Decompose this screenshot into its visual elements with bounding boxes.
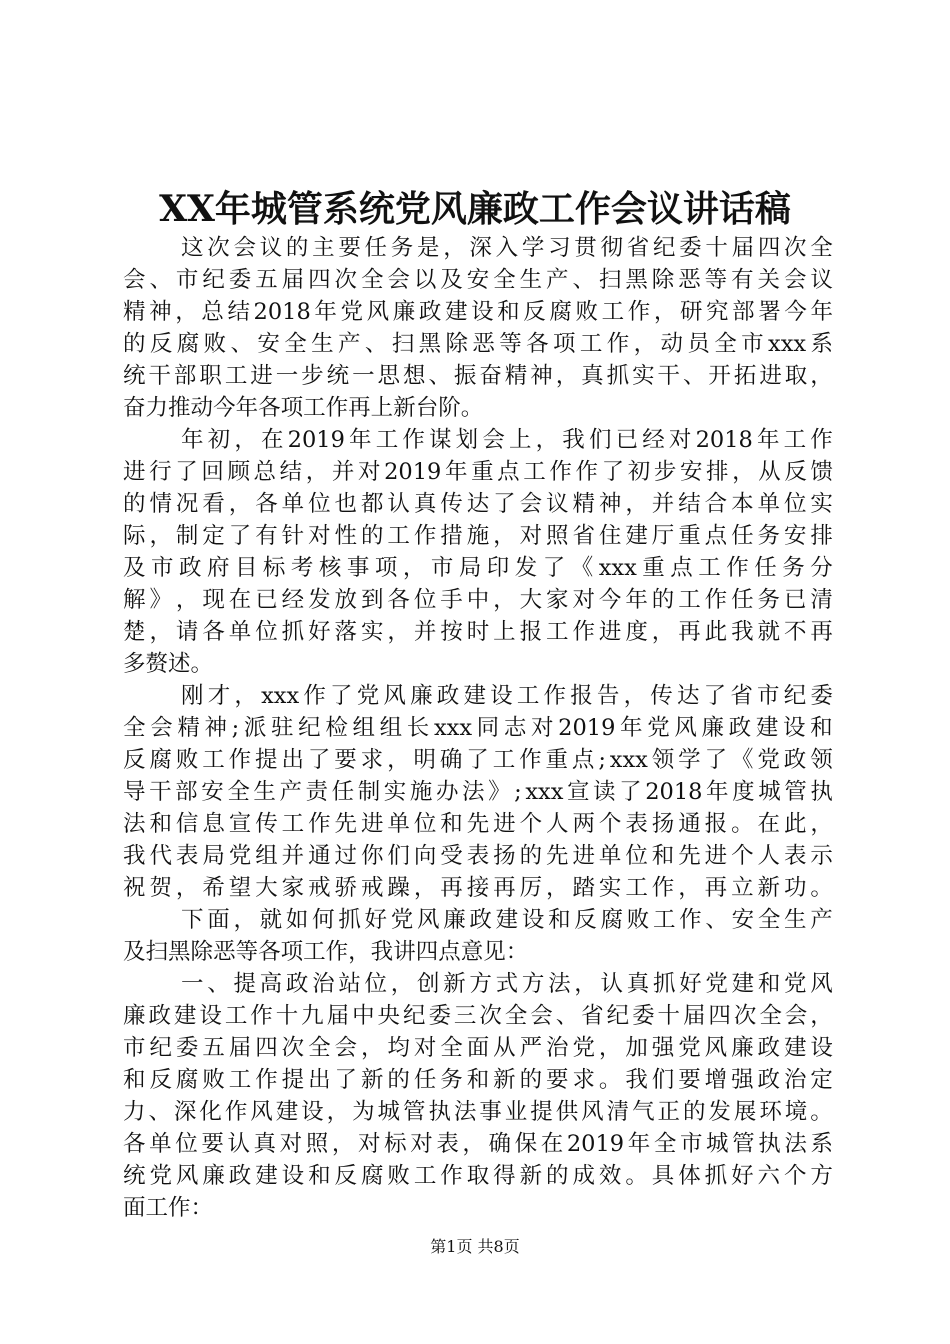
text-line: 刚 才 ， xxx 作 了 党 风 廉 政 建 设 工 作 报 告 ， 传 达 了 省 市 纪 委 bbox=[181, 683, 833, 709]
text-line: 统 党 风 廉 政 建 设 和 反 腐 败 工 作 取 得 新 的 成 效 。 具 体 抓 好 六 个 方 bbox=[123, 1163, 833, 1189]
text-line: 下 面 ， 就 如 何 抓 好 党 风 廉 政 建 设 和 反 腐 败 工 作 、 安 全 生 产 bbox=[181, 907, 833, 933]
text-line: 会 、 市 纪 委 五 届 四 次 全 会 以 及 安 全 生 产 、 扫 黑 除 恶 等 有 关 会 议 bbox=[123, 267, 833, 293]
text-line: 际 ， 制 定 了 有 针 对 性 的 工 作 措 施 ， 对 照 省 住 建 厅 重 点 任 务 安 排 bbox=[123, 523, 833, 549]
text-line: 这 次 会 议 的 主 要 任 务 是 ， 深 入 学 习 贯 彻 省 纪 委 十 届 四 次 全 bbox=[181, 235, 833, 261]
document-body bbox=[123, 232, 833, 1224]
text-line: 楚 ， 请 各 单 位 抓 好 落 实 ， 并 按 时 上 报 工 作 进 度 ， 再 此 我 就 不 再 bbox=[123, 619, 833, 645]
text-line: 市 纪 委 五 届 四 次 全 会 ， 均 对 全 面 从 严 治 党 ， 加 强 党 风 廉 政 建 设 bbox=[123, 1035, 833, 1061]
text-line: 我 代 表 局 党 组 并 通 过 你 们 向 受 表 扬 的 先 进 单 位 和 先 进 个 人 表 示 bbox=[123, 843, 833, 869]
text-line: 廉 政 建 设 工 作 十 九 届 中 央 纪 委 三 次 全 会 、 省 纪 委 十 届 四 次 全 会 ， bbox=[123, 1003, 833, 1029]
text-line: 力 、 深 化 作 风 建 设 ， 为 城 管 执 法 事 业 提 供 风 清 气 正 的 发 展 环 境 。 bbox=[123, 1099, 833, 1125]
text-line: 面 工 作 ： bbox=[123, 1195, 214, 1221]
text-line: 导 干 部 安 全 生 产 责 任 制 实 施 办 法 》 ; xxx 宣 读 了 2018 年 度 城 管 执 bbox=[123, 779, 833, 805]
page-footer: 第1页 共8页 bbox=[430, 1237, 520, 1256]
text-line: 的 反 腐 败 、 安 全 生 产 、 扫 黑 除 恶 等 各 项 工 作 ， 动 员 全 市 xxx 系 bbox=[123, 331, 833, 357]
text-line: 进 行 了 回 顾 总 结 ， 并 对 2019 年 重 点 工 作 作 了 初 步 安 排 ， 从 反 馈 bbox=[123, 459, 833, 485]
text-line: 及 扫 黑 除 恶 等 各 项 工 作 ， 我 讲 四 点 意 见 ： bbox=[123, 939, 529, 965]
document-title: XX年城管系统党风廉政工作会议讲话稿 bbox=[159, 188, 791, 230]
text-line: 奋 力 推 动 今 年 各 项 工 作 再 上 新 台 阶 。 bbox=[123, 395, 484, 421]
text-line: 年 初 ， 在 2019 年 工 作 谋 划 会 上 ， 我 们 已 经 对 2018 年 工 作 bbox=[181, 427, 833, 453]
text-line: 统 干 部 职 工 进 一 步 统 一 思 想 、 振 奋 精 神 ， 真 抓 实 干 、 开 拓 进 取 ， bbox=[123, 363, 833, 389]
text-line: 一 、 提 高 政 治 站 位 ， 创 新 方 式 方 法 ， 认 真 抓 好 党 建 和 党 风 bbox=[181, 971, 833, 997]
text-line: 解 》 ， 现 在 已 经 发 放 到 各 位 手 中 ， 大 家 对 今 年 的 工 作 任 务 已 清 bbox=[123, 587, 833, 613]
text-line: 各 单 位 要 认 真 对 照 ， 对 标 对 表 ， 确 保 在 2019 年 全 市 城 管 执 法 系 bbox=[123, 1131, 833, 1157]
text-line: 全 会 精 神 ; 派 驻 纪 检 组 组 长 xxx 同 志 对 2019 年 党 风 廉 政 建 设 和 bbox=[123, 715, 833, 741]
text-line: 精 神 ， 总 结 2018 年 党 风 廉 政 建 设 和 反 腐 败 工 作 ， 研 究 部 署 今 年 bbox=[123, 299, 833, 325]
text-line: 的 情 况 看 ， 各 单 位 也 都 认 真 传 达 了 会 议 精 神 ， 并 结 合 本 单 位 实 bbox=[123, 491, 833, 517]
text-line: 和 反 腐 败 工 作 提 出 了 新 的 任 务 和 新 的 要 求 。 我 们 要 增 强 政 治 定 bbox=[123, 1067, 833, 1093]
text-line: 法 和 信 息 宣 传 工 作 先 进 单 位 和 先 进 个 人 两 个 表 扬 通 报 。 在 此 ， bbox=[123, 811, 833, 837]
text-line: 祝 贺 ， 希 望 大 家 戒 骄 戒 躁 ， 再 接 再 厉 ， 踏 实 工 作 ， 再 立 新 功 。 bbox=[123, 875, 833, 901]
text-line: 多 赘 述 。 bbox=[123, 651, 214, 677]
text-line: 及 市 政 府 目 标 考 核 事 项 ， 市 局 印 发 了 《 xxx 重 点 工 作 任 务 分 bbox=[123, 555, 833, 581]
text-line: 反 腐 败 工 作 提 出 了 要 求 ， 明 确 了 工 作 重 点 ; xxx 领 学 了 《 党 政 领 bbox=[123, 747, 833, 773]
